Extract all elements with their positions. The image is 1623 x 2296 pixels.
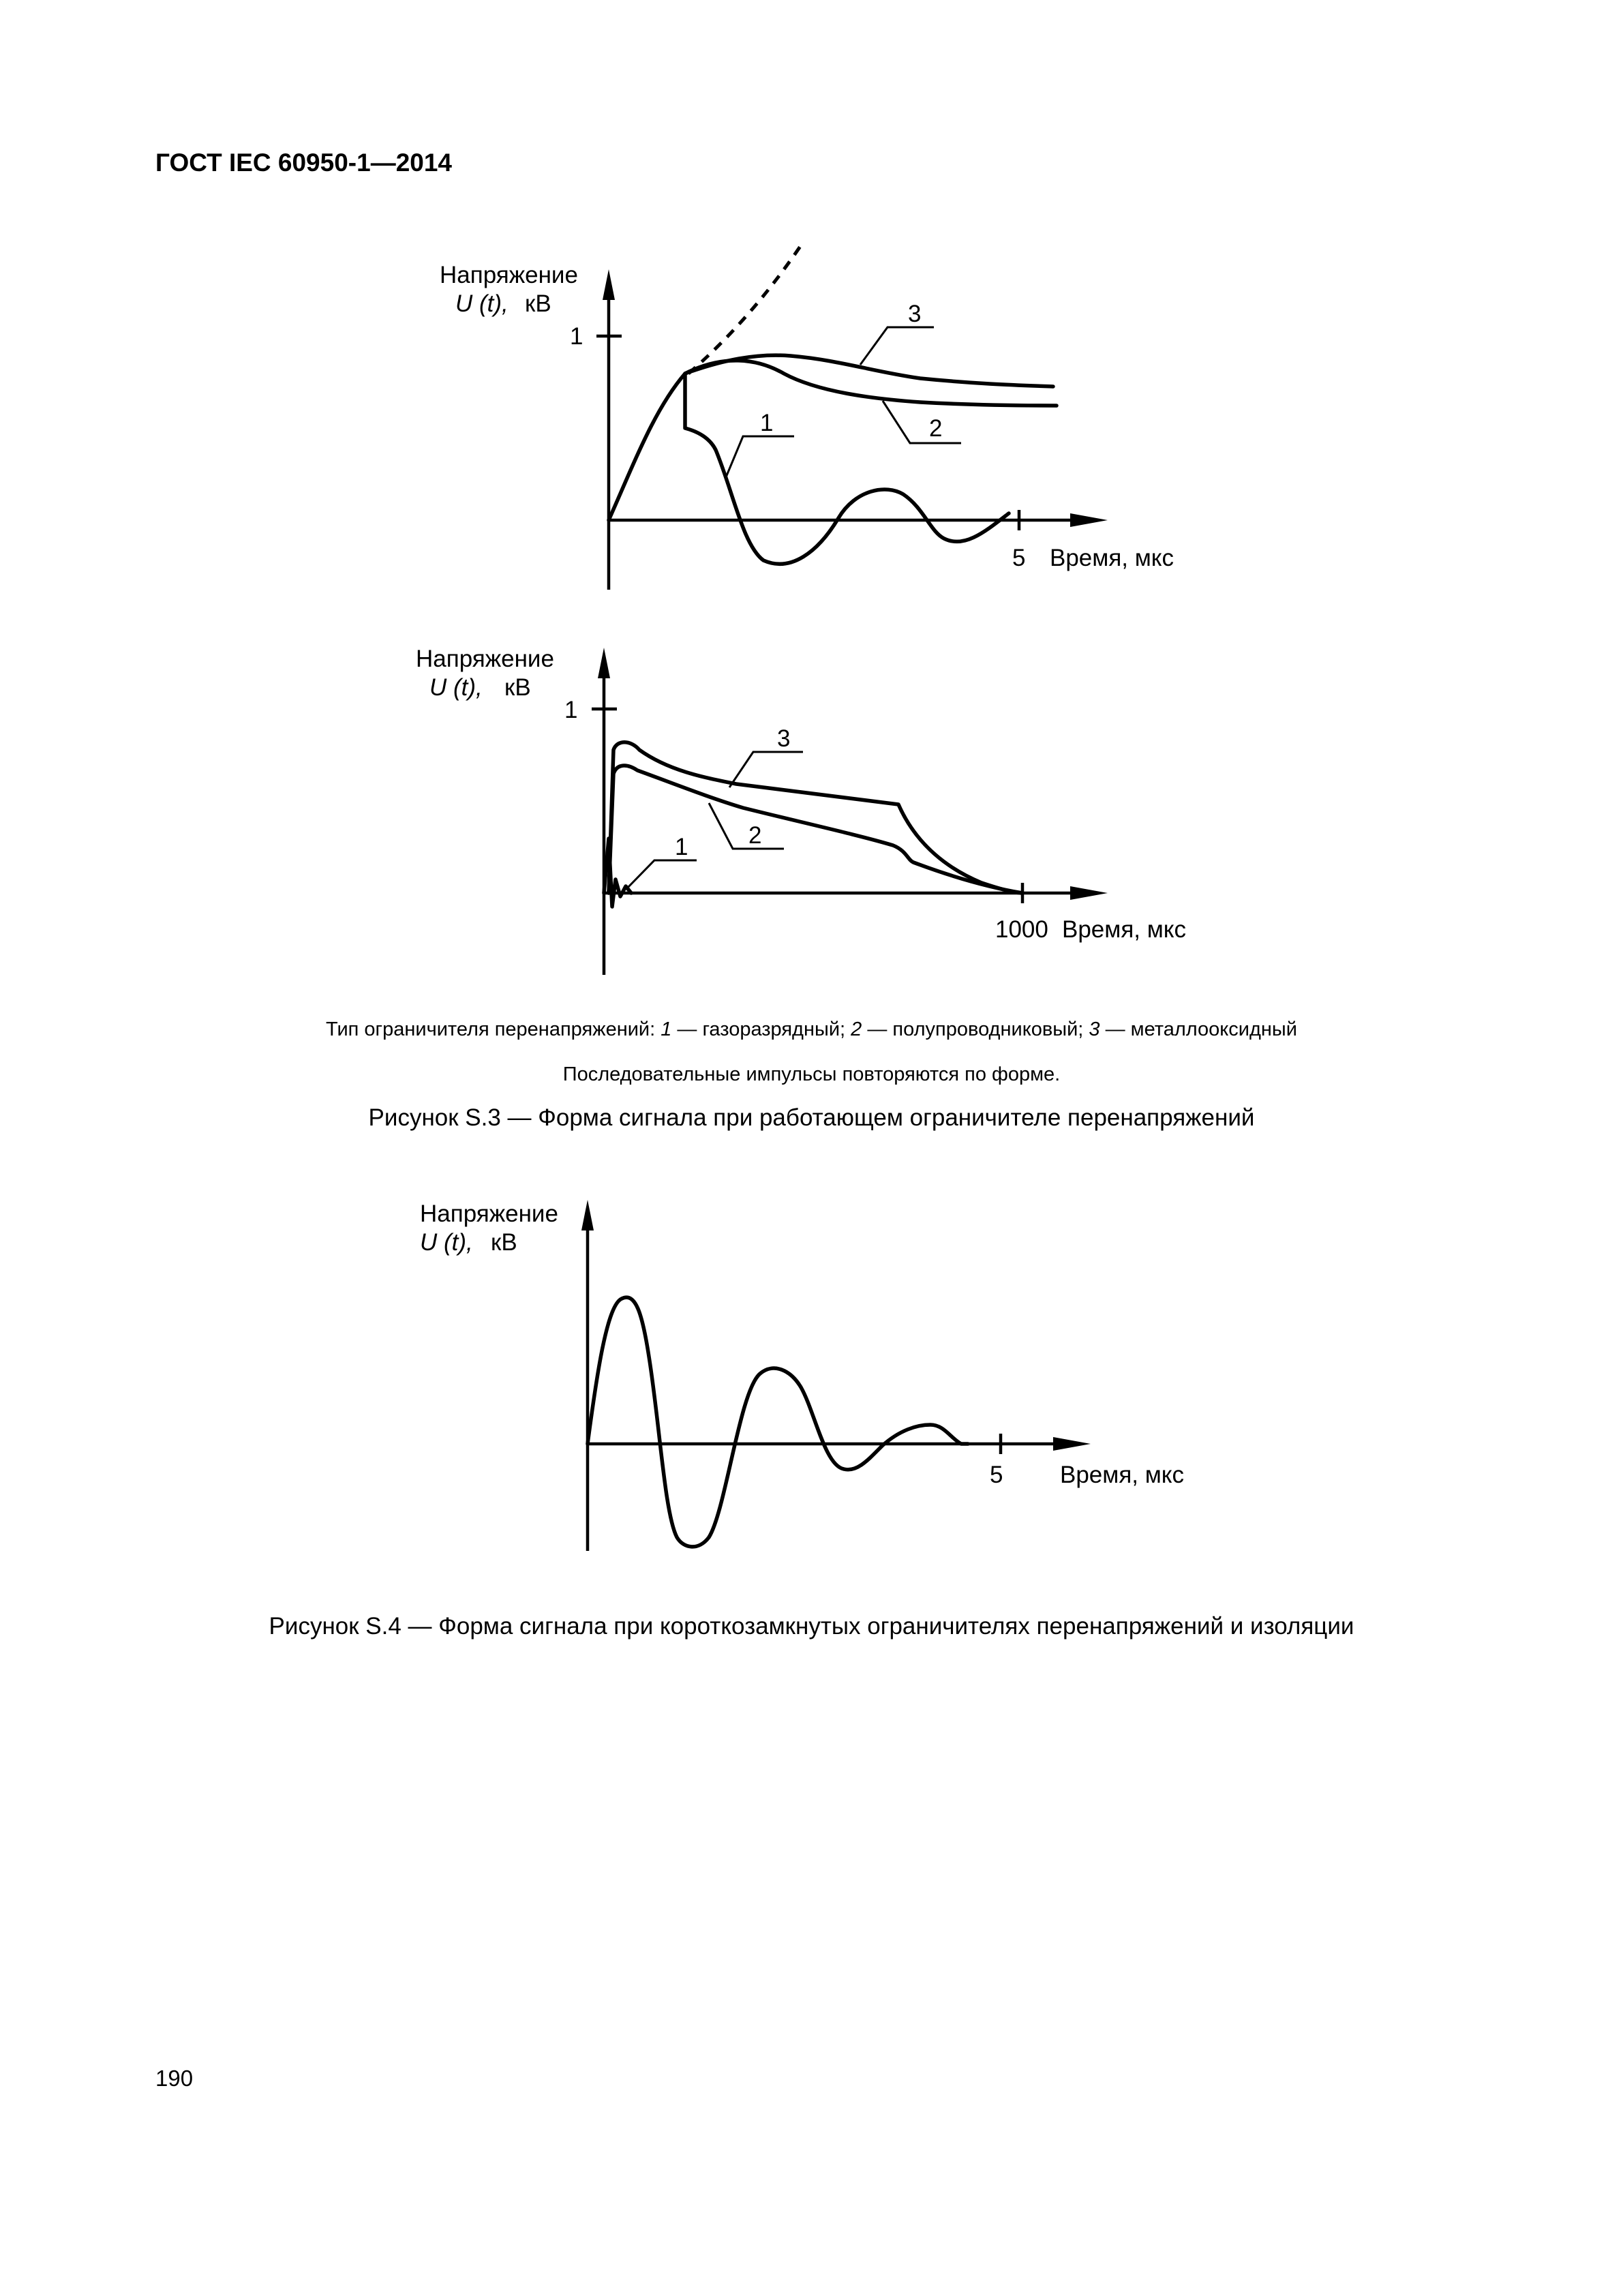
y-axis-variable: U (t),	[455, 290, 509, 317]
x-tick-label: 1000	[995, 916, 1048, 943]
damped-oscillation-curve	[588, 1297, 968, 1547]
y-axis-variable: U (t),	[429, 674, 483, 701]
curve-1-label: 1	[675, 834, 688, 860]
curve-3-label: 3	[908, 301, 922, 327]
y-axis-arrow	[581, 1200, 594, 1230]
curve-3-label: 3	[777, 725, 791, 752]
x-tick-label: 5	[990, 1462, 1003, 1488]
y-tick-label: 1	[564, 697, 578, 723]
curve-2-label: 2	[929, 415, 943, 442]
y-tick-label: 1	[570, 323, 583, 350]
x-axis-arrow	[1053, 1437, 1091, 1451]
page-number: 190	[155, 2066, 194, 2091]
curve-1-label: 1	[760, 410, 774, 436]
x-tick-label: 5	[1012, 545, 1026, 571]
surge-limiter-type-note: Тип ограничителя перенапряжений: 1 — газоразрядный; 2 — полупроводниковый; 3 — металлооксидный	[326, 1018, 1297, 1040]
y-axis-unit: кВ	[491, 1229, 517, 1256]
curve-2-label: 2	[748, 822, 762, 849]
figure-s3-title: Рисунок S.3 — Форма сигнала при работающем ограничителе перенапряжений	[368, 1104, 1255, 1131]
document-header: ГОСТ IEC 60950-1—2014	[155, 149, 453, 177]
figure-s4-title: Рисунок S.4 — Форма сигнала при короткозамкнутых ограничителях перенапряжений и изоляции	[269, 1613, 1354, 1640]
x-axis-label: Время, мкс	[1062, 916, 1187, 943]
y-axis-label: Напряжение	[440, 262, 578, 288]
y-axis-variable: U (t),	[420, 1229, 473, 1256]
x-axis-label: Время, мкс	[1050, 545, 1174, 571]
y-axis-label: Напряжение	[420, 1200, 558, 1227]
sequence-note: Последовательные импульсы повторяются по форме.	[562, 1063, 1061, 1085]
y-axis-label: Напряжение	[416, 646, 554, 672]
y-axis-unit: кВ	[525, 290, 551, 317]
x-axis-label: Время, мкс	[1060, 1462, 1185, 1488]
y-axis-unit: кВ	[504, 674, 531, 701]
